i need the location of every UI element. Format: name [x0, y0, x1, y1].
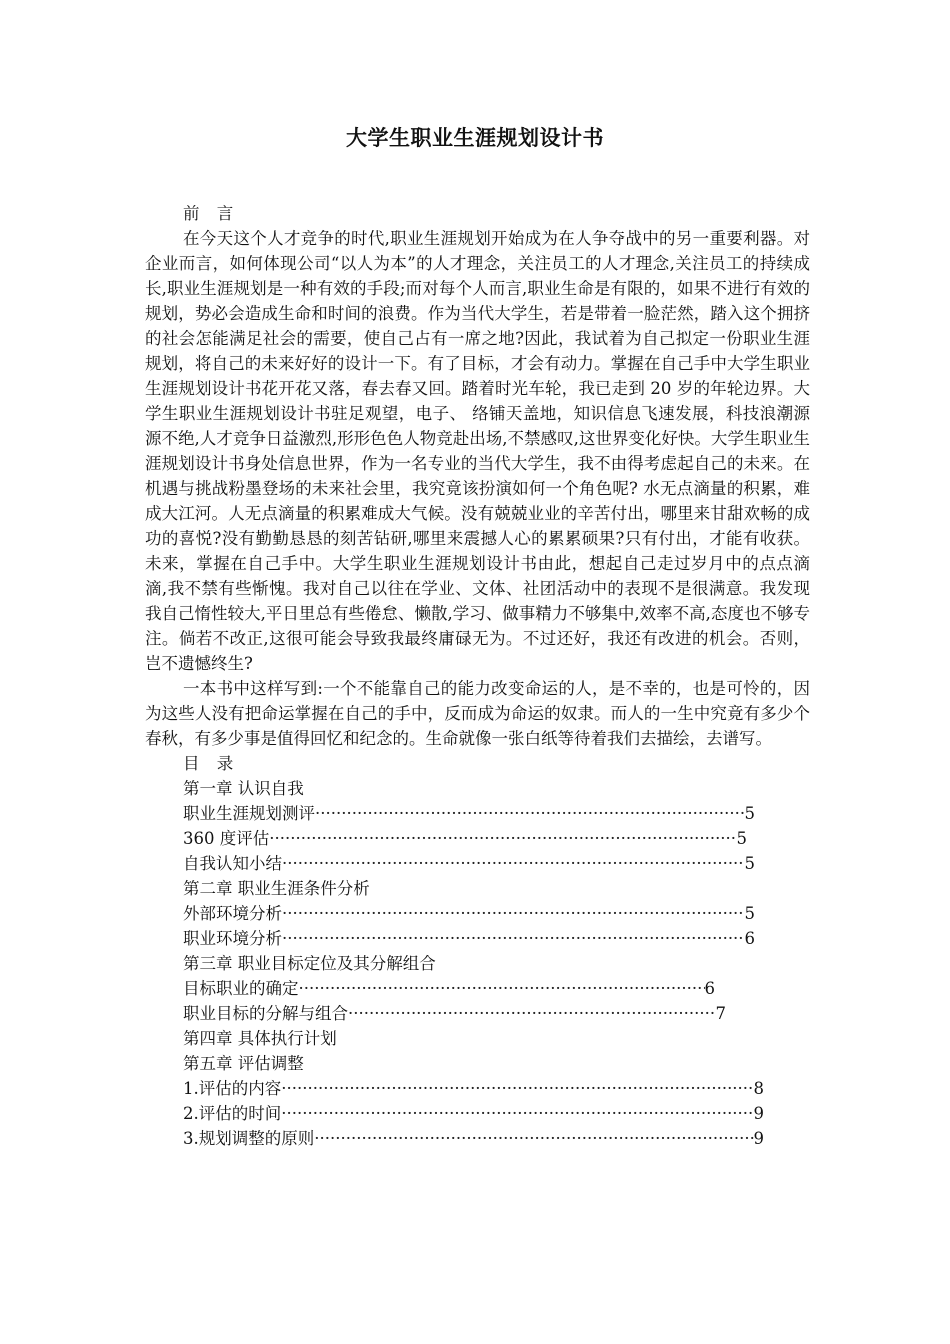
toc-page-number: 5 [744, 904, 755, 923]
preface-heading: 前 言 [183, 204, 240, 223]
toc-entry [145, 776, 810, 801]
toc-page-number: 5 [736, 829, 747, 848]
toc-entry [145, 876, 810, 901]
toc-entry-label: 第二章 职业生涯条件分析 [183, 879, 370, 898]
toc-entry [145, 1051, 810, 1076]
toc-leader-dots [269, 826, 736, 851]
toc-page-number: 9 [753, 1104, 764, 1123]
toc-entry [145, 976, 810, 1001]
toc-entry [145, 1076, 810, 1101]
toc-entry [145, 1126, 810, 1151]
toc-page-number: 7 [715, 1004, 726, 1023]
toc-entry-label: 外部环境分析 [183, 904, 282, 923]
toc-page-number: 6 [744, 929, 755, 948]
toc-page-number: 5 [744, 854, 755, 873]
toc-entry [145, 901, 810, 926]
toc-entry-label: 3.规划调整的原则 [183, 1129, 315, 1148]
toc-entry-label: 目标职业的确定 [183, 979, 299, 998]
toc-leader-dots [299, 976, 705, 1001]
toc-entry-label: 职业生涯规划测评 [183, 804, 315, 823]
paragraph: 一本书中这样写到:一个不能靠自己的能力改变命运的人，是不幸的，也是可怜的，因为这些人没有把命运掌握在自己的手中，反而成为命运的奴隶。而人的一生中究竟有多少个春秋，有多少事是值得回忆和纪念的。生命就像一张白纸等待着我们去描绘，去谱写。 [145, 679, 810, 748]
toc-entry-label: 360 度评估 [183, 829, 270, 848]
toc-leader-dots [314, 1126, 753, 1151]
toc-entry-label: 第三章 职业目标定位及其分解组合 [183, 954, 436, 973]
toc-leader-dots [282, 926, 745, 951]
toc-entry-label: 2.评估的时间 [183, 1104, 282, 1123]
document-title: 大学生职业生涯规划设计书 [346, 125, 604, 150]
toc-entry [145, 826, 810, 851]
toc-leader-dots [281, 1101, 753, 1126]
toc-leader-dots [281, 1076, 753, 1101]
paragraph: 在今天这个人才竞争的时代,职业生涯规划开始成为在人争夺战中的另一重要利器。对企业而言，如何体现公司“以人为本”的人才理念，关注员工的人才理念,关注员工的持续成长,职业生涯规划是一种有效的手段;而对每个人而言,职业生命是有限的，如果不进行有效的规划，势必会造成生命和时间的浪费。作为当代大学生，若是带着一脸茫然，踏入这个拥挤的社会怎能满足社会的需要，使自己占有一席之地?因此，我试着为自己拟定一份职业生涯规划，将自己的未来好好的设计一下。有了目标，才会有动力。掌握在自己手中大学生职业生涯规划设计书花开花又落，春去春又回。踏着时光车轮，我已走到 20 岁的年轮边界。大学生职业生涯规划设计书驻足观望，电子、 络铺天盖地，知识信息飞速发展，科技浪潮源源不绝,人才竞争日益激烈,形形色色人物竞赴出场,不禁感叹,这世界变化好快。大学生职业生涯规划设计书身处信息世界，作为一名专业的当代大学生，我不由得考虑起自己的未来。在机遇与挑战粉墨登场的未来社会里，我究竟该扮演如何一个角色呢? 水无点滴量的积累，难成大江河。人无点滴量的积累难成大气候。没有兢兢业业的辛苦付出，哪里来甘甜欢畅的成功的喜悦?没有勤勤恳恳的刻苦钻研,哪里来震撼人心的累累硕果?只有付出，才能有收获。未来，掌握在自己手中。大学生职业生涯规划设计书由此，想起自己走过岁月中的点点滴滴,我不禁有些惭愧。我对自己以往在学业、文体、社团活动中的表现不是很满意。我发现我自己惰性较大,平日里总有些倦怠、懒散,学习、做事精力不够集中,效率不高,态度也不够专注。倘若不改正,这很可能会导致我最终庸碌无为。不过还好，我还有改进的机会。否则，岂不遗憾终生? [145, 229, 810, 673]
table-of-contents [145, 776, 810, 1151]
toc-entry [145, 1001, 810, 1026]
toc-entry-label: 第一章 认识自我 [183, 779, 304, 798]
document-body [145, 201, 810, 1151]
toc-entry-label: 职业目标的分解与组合 [183, 1004, 348, 1023]
toc-page-number: 6 [704, 979, 715, 998]
toc-entry [145, 801, 810, 826]
toc-entry [145, 851, 810, 876]
toc-entry-label: 1.评估的内容 [183, 1079, 282, 1098]
toc-leader-dots [348, 1001, 716, 1026]
toc-page-number: 5 [744, 804, 755, 823]
toc-entry [145, 1101, 810, 1126]
toc-leader-dots [315, 801, 745, 826]
toc-entry-label: 第四章 具体执行计划 [183, 1029, 337, 1048]
toc-entry [145, 951, 810, 976]
toc-entry-label: 自我认知小结 [183, 854, 282, 873]
toc-entry [145, 1026, 810, 1051]
toc-heading: 目 录 [183, 754, 240, 773]
toc-page-number: 9 [753, 1129, 764, 1148]
toc-page-number: 8 [753, 1079, 764, 1098]
toc-entry-label: 职业环境分析 [183, 929, 282, 948]
toc-entry [145, 926, 810, 951]
toc-entry-label: 第五章 评估调整 [183, 1054, 304, 1073]
toc-leader-dots [282, 901, 745, 926]
toc-leader-dots [282, 851, 745, 876]
